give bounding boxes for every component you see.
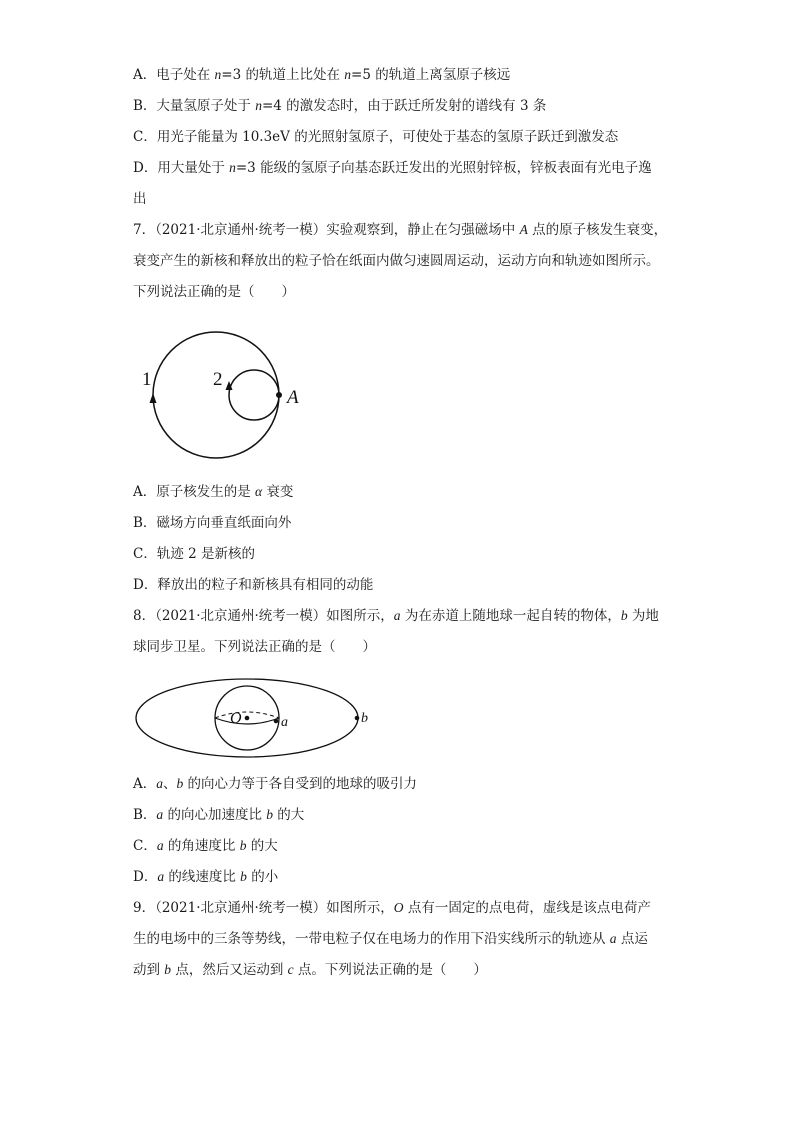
q8-option-b: B．a 的向心加速度比 b 的大 — [133, 807, 305, 823]
q6-option-d: D．用大量处于 n=3 能级的氢原子向基态跃迁发出的光照射锌板，锌板表面有光电子逸 — [133, 160, 652, 176]
q7-option-b: B．磁场方向垂直纸面向外 — [133, 515, 292, 531]
trajectory-1-circle — [153, 332, 279, 458]
q7-stem-line-2: 衰变产生的新核和释放出的粒子恰在纸面内做匀速圆周运动，运动方向和轨迹如图所示。 — [133, 253, 660, 269]
q8-orbit-figure — [130, 670, 380, 765]
q6-option-b: B．大量氢原子处于 n=4 的激发态时，由于跃迁所发射的谱线有 3 条 — [133, 98, 547, 114]
q7-option-d: D．释放出的粒子和新核具有相同的动能 — [133, 577, 374, 593]
q9-stem-line-2: 生的电场中的三条等势线，一带电粒子仅在电场力的作用下沿实线所示的轨迹从 a 点运 — [133, 931, 648, 947]
q7-stem-line-1: 7．（2021·北京通州·统考一模）实验观察到，静止在匀强磁场中 A 点的原子核发生衰变， — [133, 222, 668, 238]
satellite-b-dot — [355, 716, 360, 721]
q7-stem-line-3: 下列说法正确的是（ ） — [133, 284, 295, 300]
q7-trajectory-figure — [130, 325, 330, 465]
q8-stem-line-2: 球同步卫星。下列说法正确的是（ ） — [133, 639, 376, 655]
label-2: 2 — [213, 369, 223, 390]
q8-option-c: C．a 的角速度比 b 的大 — [133, 838, 278, 854]
trajectory-2-circle — [229, 370, 279, 420]
q7-option-c: C．轨迹 2 是新核的 — [133, 546, 256, 562]
q7-option-a: A．原子核发生的是 α 衰变 — [133, 484, 294, 500]
label-o: O — [230, 710, 242, 727]
label-1: 1 — [142, 369, 152, 390]
q6-option-d-continued: 出 — [133, 191, 147, 207]
q6-option-c: C．用光子能量为 10.3eV 的光照射氢原子，可使处于基态的氢原子跃迁到激发态 — [133, 129, 619, 145]
label-a: a — [281, 715, 288, 730]
q8-option-d: D．a 的线速度比 b 的小 — [133, 869, 279, 885]
q6-option-a: A．电子处在 n=3 的轨道上比处在 n=5 的轨道上离氢原子核远 — [133, 67, 511, 83]
trajectory-1-arrow-icon — [150, 393, 157, 403]
label-a: A — [287, 387, 299, 408]
q8-option-a: A．a、b 的向心力等于各自受到的地球的吸引力 — [133, 776, 418, 792]
q9-stem-line-1: 9．（2021·北京通州·统考一模）如图所示，O 点有一固定的点电荷，虚线是该点电荷产 — [133, 900, 651, 916]
label-b: b — [361, 711, 368, 726]
q9-stem-line-3: 动到 b 点，然后又运动到 c 点。下列说法正确的是（ ） — [133, 962, 487, 978]
q8-stem-line-1: 8．（2021·北京通州·统考一模）如图所示，a 为在赤道上随地球一起自转的物体，b 为地 — [133, 608, 659, 624]
object-a-dot — [274, 719, 279, 724]
point-a-dot — [276, 392, 282, 398]
center-o-dot — [245, 716, 250, 721]
